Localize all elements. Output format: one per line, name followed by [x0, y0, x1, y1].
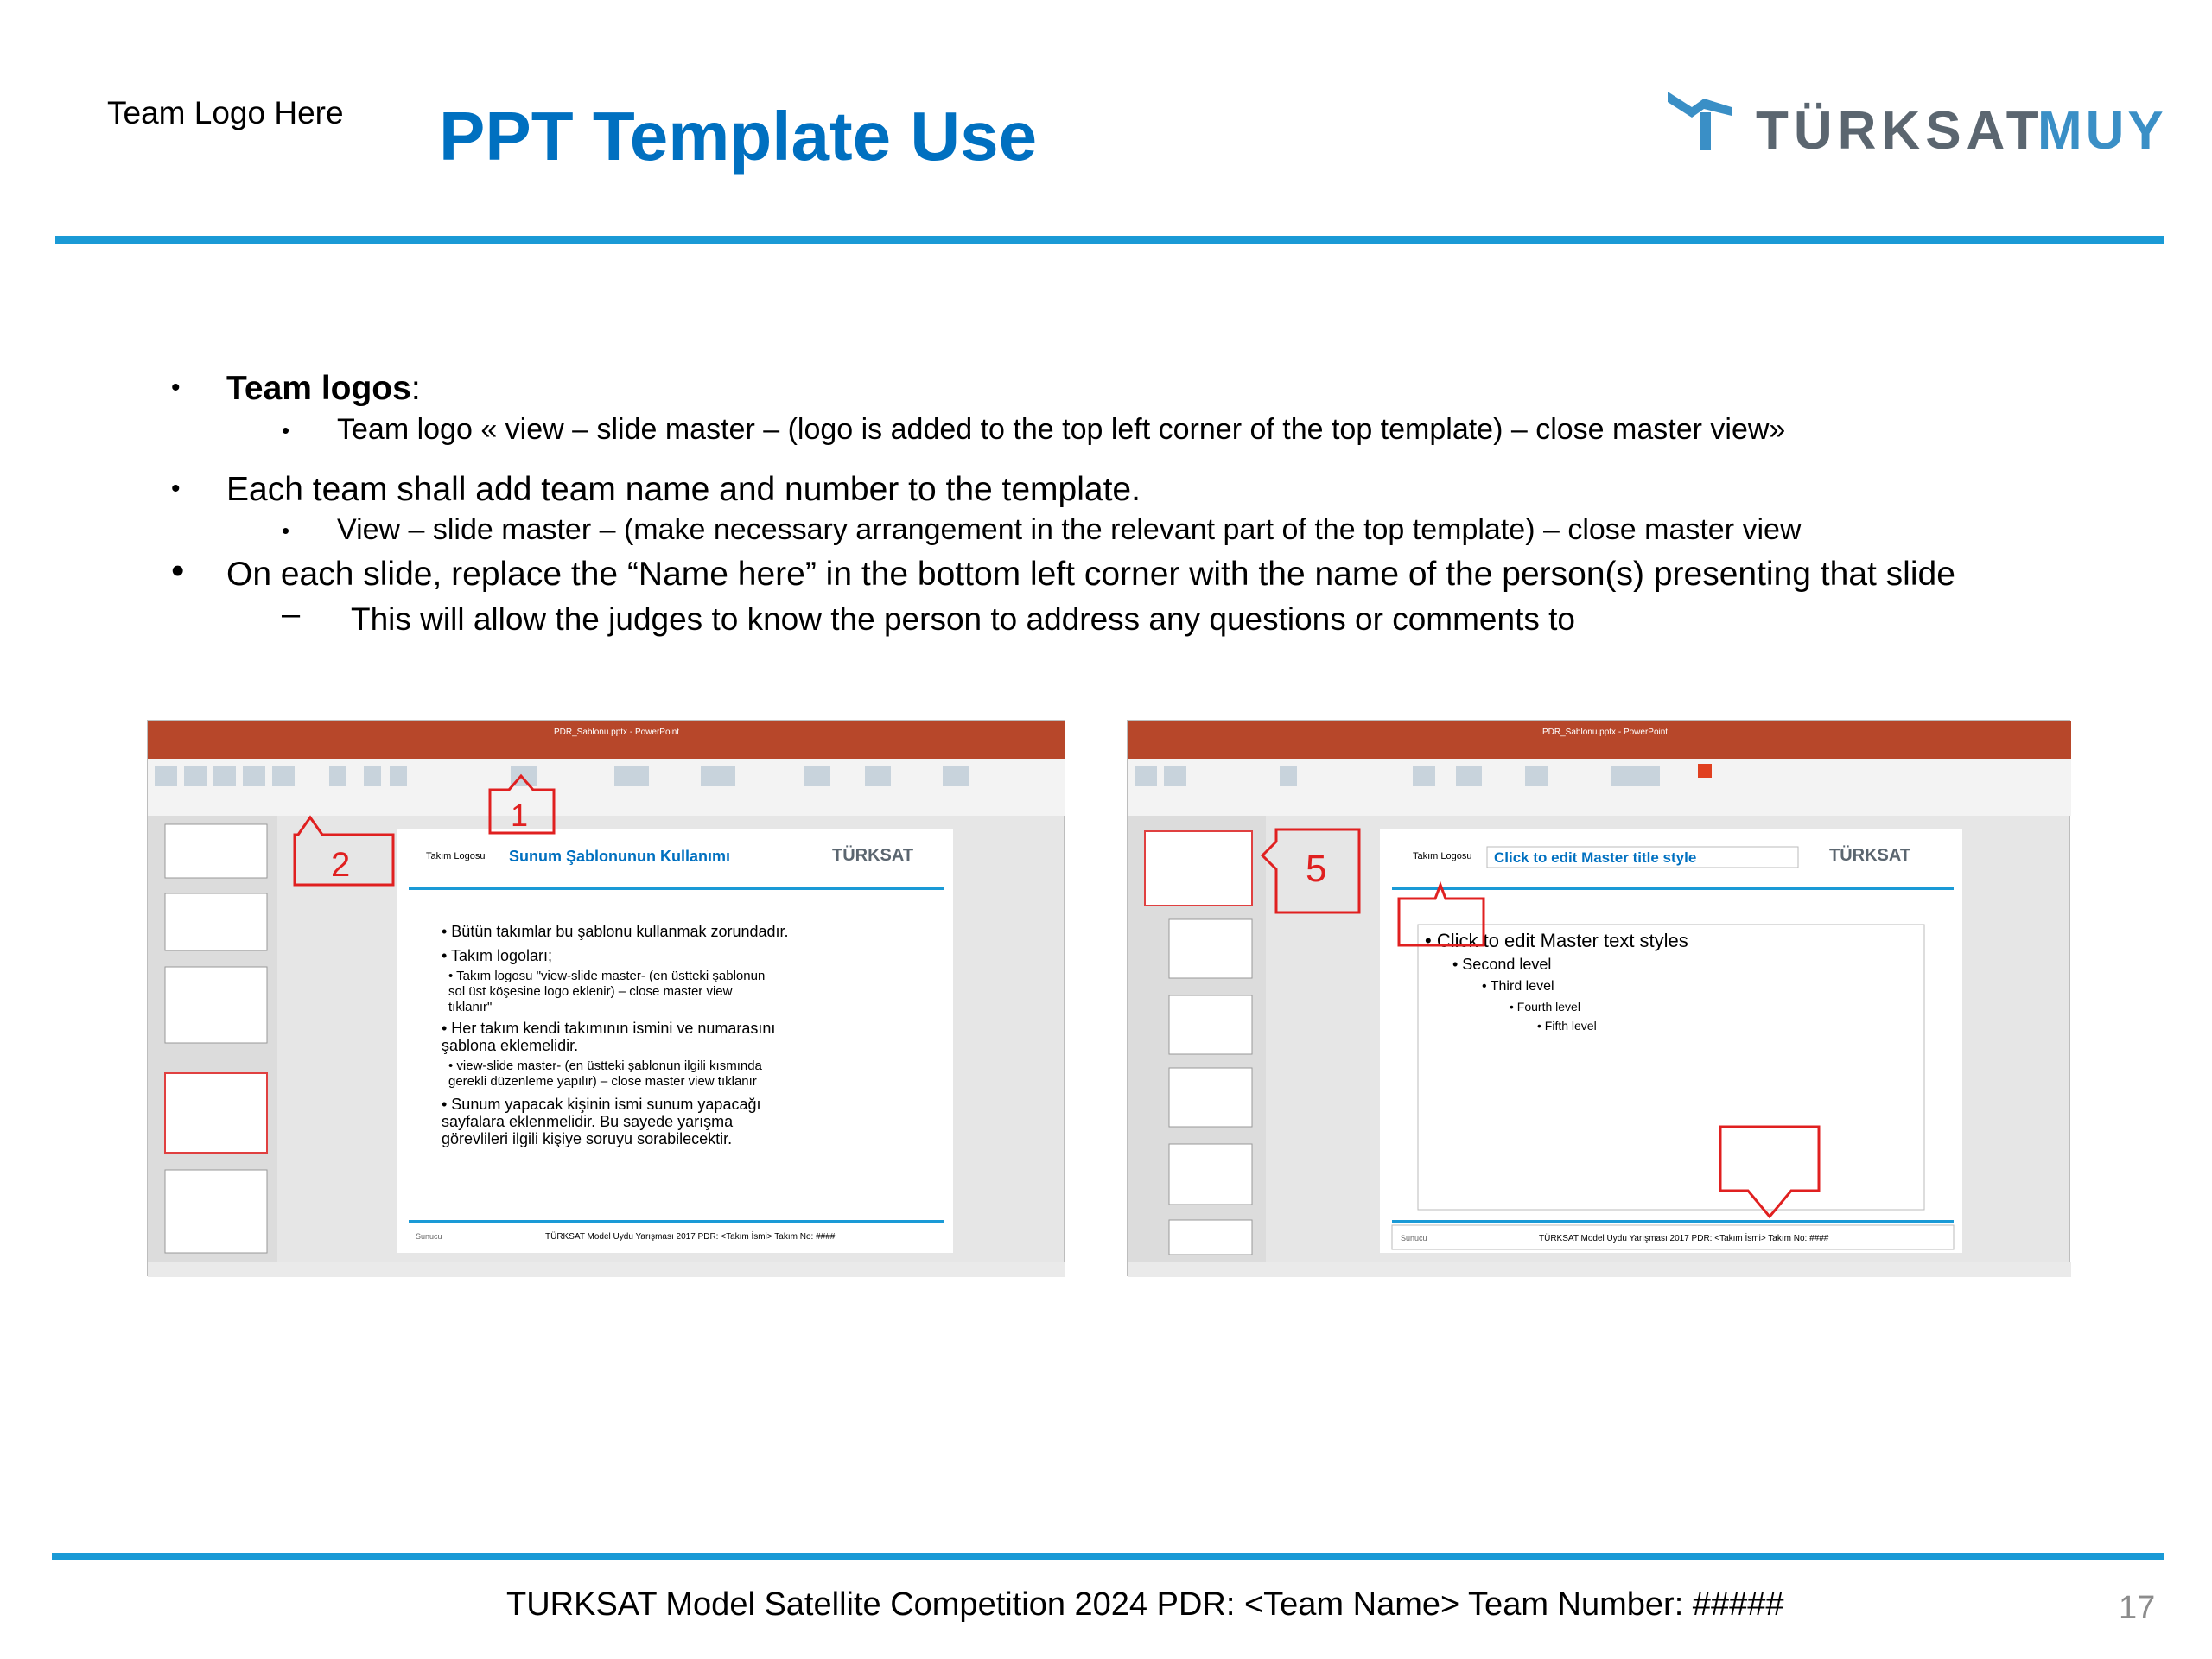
slide-title: Click to edit Master title style — [1494, 849, 1697, 866]
svg-text:2: 2 — [331, 846, 351, 884]
svg-text:• Third level: • Third level — [1482, 979, 1554, 994]
slide-logo-label: Takım Logosu — [426, 851, 486, 861]
footer-divider — [52, 1553, 2164, 1560]
screenshot-slide-master-left — [147, 720, 1065, 1276]
svg-text:tıklanır": tıklanır" — [448, 1000, 493, 1014]
svg-text:Sunucu: Sunucu — [1401, 1234, 1427, 1243]
brand-suffix: MUY — [2037, 101, 2167, 161]
slide-brand: TÜRKSAT — [1829, 846, 1911, 865]
page-title: PPT Template Use — [439, 98, 1038, 175]
svg-text:• Her takım kendi takımının is: • Her takım kendi takımının ismini ve numarasını — [442, 1020, 776, 1037]
svg-text:1: 1 — [511, 798, 529, 833]
svg-text:sayfalara eklenmelidir. Bu say: sayfalara eklenmelidir. Bu sayede yarışma — [442, 1113, 734, 1130]
svg-text:sol üst köşesine logo eklenir): sol üst köşesine logo eklenir) – close master view — [448, 984, 733, 999]
turksat-emblem-icon — [1668, 92, 1732, 150]
svg-text:• Sunum yapacak kişinin ismi s: • Sunum yapacak kişinin ismi sunum yapacağı — [442, 1096, 761, 1113]
bullet-marker: • — [171, 550, 185, 592]
slide-title: Sunum Şablonunun Kullanımı — [509, 848, 730, 865]
page-number: 17 — [2119, 1590, 2156, 1626]
svg-text:Sunucu: Sunucu — [416, 1232, 442, 1241]
bullet-team-logos: Team logos: — [226, 370, 421, 407]
footer-text: TURKSAT Model Satellite Competition 2024 PDR: <Team Name> Team Number: ##### — [506, 1586, 1784, 1623]
svg-text:görevlileri ilgili kişiye soru: görevlileri ilgili kişiye soruyu sorabilecektir. — [442, 1130, 733, 1147]
screenshot-slide-master-right — [1127, 720, 2070, 1276]
bullet-judges: This will allow the judges to know the person to address any questions or comments to — [351, 601, 1576, 637]
bullet-team-name: Each team shall add team name and number to the template. — [226, 471, 1141, 508]
slide-footer: TÜRKSAT Model Uydu Yarışması 2017 PDR: <Takım İsmi> Takım No: #### — [1539, 1234, 1829, 1243]
svg-text:• Second level: • Second level — [1452, 956, 1552, 973]
svg-text:• Fifth level: • Fifth level — [1537, 1019, 1597, 1033]
svg-text:gerekli düzenleme yapılır) – c: gerekli düzenleme yapılır) – close master view tıklanır — [448, 1074, 757, 1089]
svg-text:• Bütün takımlar bu şablonu ku: • Bütün takımlar bu şablonu kullanmak zorundadır. — [442, 923, 789, 940]
brand-name: TÜRKSAT — [1756, 101, 2044, 161]
team-logo-placeholder: Team Logo Here — [107, 95, 344, 130]
svg-text:• Fourth level: • Fourth level — [1510, 1000, 1580, 1014]
svg-text:• view-slide master- (en üstte: • view-slide master- (en üstteki şablonun ilgili kısmında — [448, 1058, 762, 1073]
svg-text:• Click to edit Master text st: • Click to edit Master text styles — [1425, 930, 1688, 951]
bullet-marker: • — [282, 417, 290, 443]
bullet-team-logo-steps: Team logo « view – slide master – (logo is added to the top left corner of the top template) – close master view» — [337, 413, 1786, 446]
svg-text:• Takım logosu "view-slide mas: • Takım logosu "view-slide master- (en üstteki şablonun — [448, 969, 766, 983]
dash-marker: – — [282, 596, 301, 632]
header-divider — [55, 236, 2164, 244]
bullet-marker: • — [171, 474, 181, 503]
slide-footer: TÜRKSAT Model Uydu Yarışması 2017 PDR: <Takım İsmi> Takım No: #### — [545, 1232, 836, 1242]
window-title: PDR_Sablonu.pptx - PowerPoint — [1542, 728, 1669, 737]
svg-text:şablona eklemelidir.: şablona eklemelidir. — [442, 1037, 579, 1054]
turksat-muy-logo — [1666, 86, 2167, 173]
svg-text:5: 5 — [1306, 848, 1327, 890]
slide-logo-label: Takım Logosu — [1413, 851, 1472, 861]
window-title: PDR_Sablonu.pptx - PowerPoint — [554, 728, 680, 737]
svg-text:• Takım logoları;: • Takım logoları; — [442, 947, 553, 964]
bullet-team-name-steps: View – slide master – (make necessary arrangement in the relevant part of the top template) – close master view — [337, 513, 1802, 546]
bullet-marker: • — [282, 518, 290, 543]
bullet-name-here: On each slide, replace the “Name here” in the bottom left corner with the name of the person(s) presenting that slide — [226, 556, 1955, 593]
slide-brand: TÜRKSAT — [832, 846, 914, 865]
bullet-marker: • — [171, 373, 181, 402]
